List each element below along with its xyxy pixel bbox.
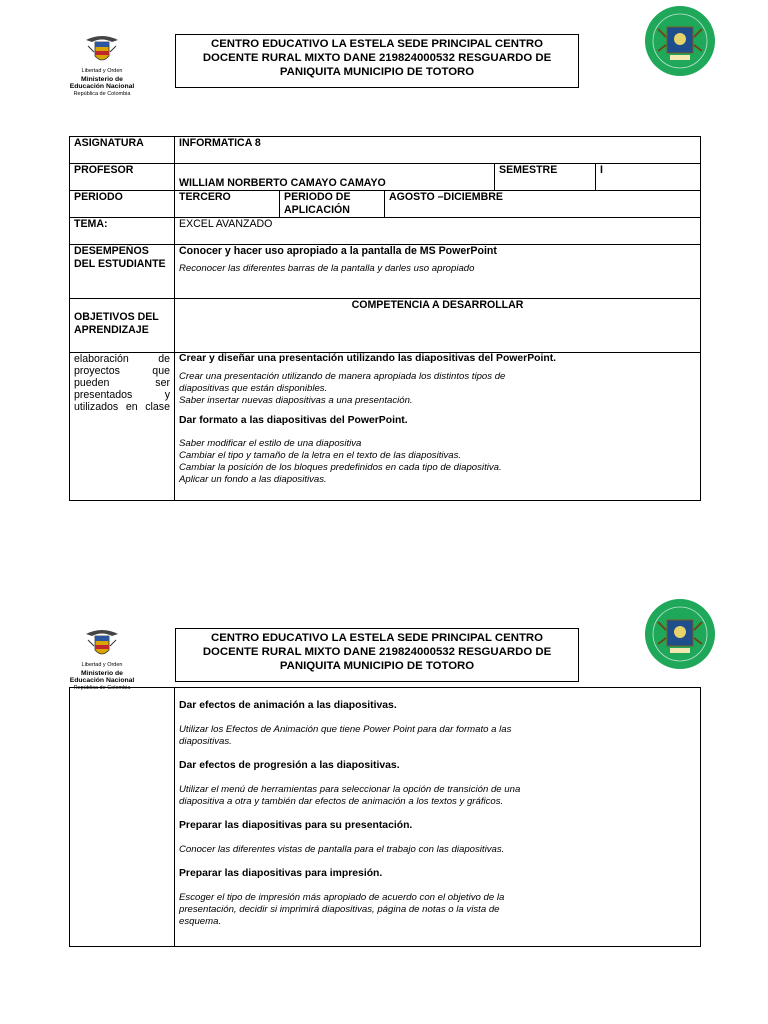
school-seal-icon [644,598,716,670]
periodo-value: TERCERO [175,191,280,218]
ministry-line1: Ministerio de [81,669,123,677]
profesor-value: WILLIAM NORBERTO CAMAYO CAMAYO [175,164,495,191]
content-text: Utilizar los Efectos de Animación que tiene Power Point para dar formato a las [179,724,512,735]
school-title-line: DOCENTE RURAL MIXTO DANE 219824000532 RESGUARDO DE [202,646,552,658]
objetivo-text-content: elaboración de proyectos que pueden ser presentados y utilizados en clase [74,353,170,413]
content-heading: Preparar las diapositivas para su presentación. [179,820,413,831]
ministry-line3: República de Colombia [73,90,131,97]
semestre-value: I [596,164,701,191]
school-seal-icon [644,5,716,77]
content-text: Saber modificar el estilo de una diapositiva [179,438,362,449]
ministry-logo [52,626,152,692]
ministry-line1: Ministerio de [81,75,123,83]
objetivos-label: OBJETIVOS DEL APRENDIZAJE [70,299,175,353]
periodo-aplicacion-value: AGOSTO –DICIEMBRE [385,191,701,218]
school-title-line: CENTRO EDUCATIVO LA ESTELA SEDE PRINCIPAL CENTRO [210,632,544,644]
ministry-line2: Educación Nacional [69,677,135,684]
content-text: Cambiar la posición de los bloques predefinidos en cada tipo de diapositiva. [179,462,502,473]
school-title-line: CENTRO EDUCATIVO LA ESTELA SEDE PRINCIPAL CENTRO [210,38,544,50]
tema-label: TEMA: [70,218,175,245]
content-heading: Dar efectos de progresión a las diapositivas. [179,760,400,771]
content-text: Conocer las diferentes vistas de pantalla para el trabajo con las diapositivas. [179,844,505,855]
content-text: Utilizar el menú de herramientas para seleccionar la opción de transición de una [179,784,521,795]
school-title-line: DOCENTE RURAL MIXTO DANE 219824000532 RESGUARDO DE [202,52,552,64]
school-title-box [175,628,579,682]
school-title-box [175,34,579,88]
ministry-line3: República de Colombia [73,684,131,691]
content-text: diapositivas. [179,736,232,747]
periodo-aplicacion-label: PERIODO DE APLICACIÓN [280,191,385,218]
content-text: Cambiar el tipo y tamaño de la letra en el texto de las diapositivas. [179,450,462,461]
competencia-label: COMPETENCIA A DESARROLLAR [175,299,701,353]
content-text: diapositivas que están disponibles. [179,383,328,394]
content-text: Crear una presentación utilizando de manera apropiada los distintos tipos de [179,371,506,382]
asignatura-value: INFORMATICA 8 [175,137,701,164]
coat-of-arms-icon [82,626,122,662]
coat-of-arms-icon [82,32,122,68]
content-heading: Dar formato a las diapositivas del PowerPoint. [179,415,408,426]
content-text: Escoger el tipo de impresión más apropiado de acuerdo con el objetivo de la [179,892,505,903]
school-title-line: PANIQUITA MUNICIPIO DE TOTORO [279,66,475,78]
desempenos-label: DESEMPEÑOS DEL ESTUDIANTE [70,245,175,299]
objetivo-text [70,353,175,501]
tema-value: EXCEL AVANZADO [175,218,701,245]
continuation-content-cell [175,688,701,947]
content-heading: Dar efectos de animación a las diapositivas. [179,700,397,711]
content-text: diapositiva a otra y también dar efectos de animación a los textos y gráficos. [179,796,504,807]
content-heading: Preparar las diapositivas para impresión. [179,868,383,879]
ministry-motto: Libertad y Orden [81,662,123,668]
ministry-line2: Educación Nacional [69,83,135,90]
ministry-motto: Libertad y Orden [81,68,123,74]
content-text: Saber insertar nuevas diapositivas a una presentación. [179,395,413,406]
desempenos-line1: Conocer y hacer uso apropiado a la pantalla de MS PowerPoint [179,245,497,257]
school-title-line: PANIQUITA MUNICIPIO DE TOTORO [279,660,475,672]
desempenos-line2: Reconocer las diferentes barras de la pantalla y darles uso apropiado [179,263,475,274]
asignatura-label: ASIGNATURA [70,137,175,164]
continuation-table [69,687,701,947]
content-text: Aplicar un fondo a las diapositivas. [179,474,327,485]
desempenos-cell [175,245,701,299]
semestre-label: SEMESTRE [495,164,596,191]
profesor-label: PROFESOR [70,164,175,191]
competencias-cell [175,353,701,501]
periodo-label: PERIODO [70,191,175,218]
course-info-table [69,136,701,501]
ministry-logo [52,32,152,98]
content-heading: Crear y diseñar una presentación utilizando las diapositivas del PowerPoint. [179,353,557,364]
content-text: presentación, decidir si imprimirá diapositivas, página de notas o la vista de [179,904,500,915]
content-text: esquema. [179,916,222,927]
continuation-left-cell [70,688,175,947]
